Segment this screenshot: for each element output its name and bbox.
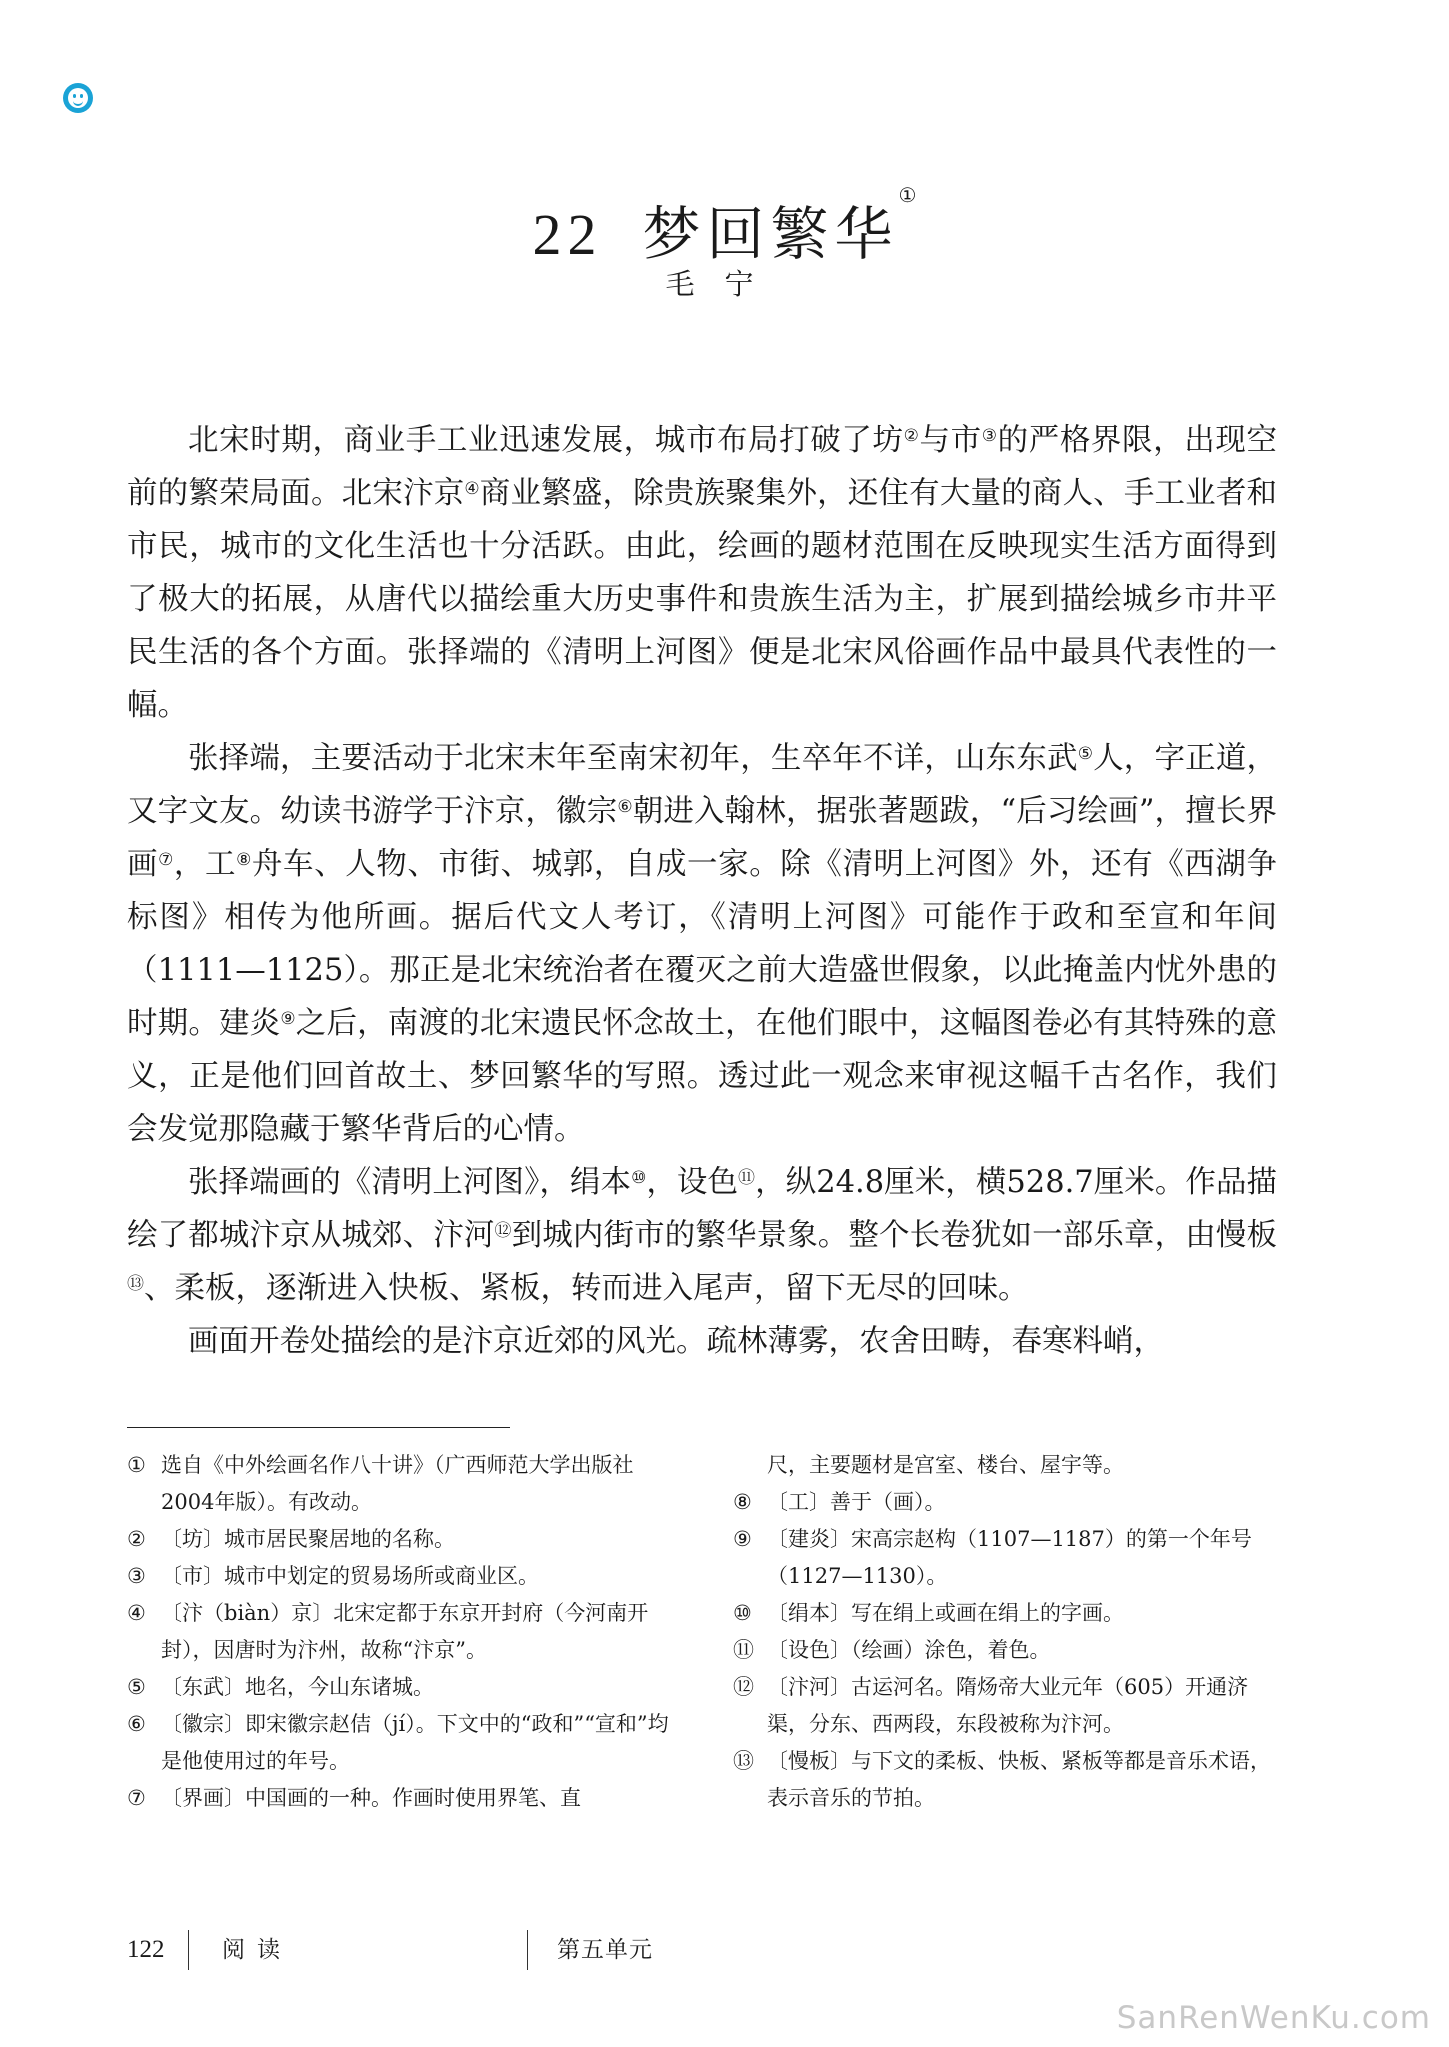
paragraph-text: 与市: [919, 423, 982, 458]
footnotes-left-column: [127, 1447, 672, 1817]
paragraph-text: 、柔板，逐渐进入快板、紧板，转而进入尾声，留下无尽的回味。: [144, 1271, 1029, 1306]
footnote-ref: ②: [903, 426, 920, 446]
footnote-text: 〔汴河〕古运河名。隋炀帝大业元年（605）开通济渠，分东、西两段，东段被称为汴河。: [767, 1675, 1249, 1736]
page-title: [0, 182, 1449, 271]
footnote-text: 〔东武〕地名，今山东诸城。: [161, 1675, 434, 1699]
paragraph-text: ，工: [173, 847, 237, 882]
smiley-mouth: [73, 99, 83, 106]
smiley-face: [68, 88, 88, 108]
footnote-continuation: 尺，主要题材是宫室、楼台、屋宇等。: [767, 1453, 1124, 1477]
smiley-eye-right: [80, 94, 83, 98]
paragraph-text: ，纵24.8厘米，横528.7厘米。作品描绘了都城汴京从城郊、汴河: [127, 1165, 1278, 1253]
body-paragraph: [127, 1156, 1277, 1315]
footnotes-right-column: [733, 1447, 1278, 1817]
footnote-mark: ①: [127, 1453, 146, 1477]
footnote-divider: [127, 1427, 510, 1428]
footnote-text: 〔建炎〕宋高宗赵构（1107—1187）的第一个年号（1127—1130）。: [767, 1527, 1252, 1588]
lesson-number: 22: [532, 201, 603, 267]
footnote-ref: ④: [464, 479, 480, 499]
footnote-item: [127, 1595, 672, 1669]
footnote-ref: ⑤: [1077, 744, 1094, 764]
smiley-eye-left: [73, 94, 76, 98]
footnote-item: [733, 1521, 1278, 1595]
footnote-mark: ⑬: [733, 1749, 754, 1773]
footnote-text: 〔设色〕（绘画）涂色，着色。: [767, 1638, 1051, 1662]
footnote-text: 〔坊〕城市居民聚居地的名称。: [161, 1527, 455, 1551]
footnote-mark: ⑤: [127, 1675, 146, 1699]
paragraph-text: 到城内街市的繁华景象。整个长卷犹如一部乐章，由慢板: [511, 1218, 1278, 1253]
paragraph-text: 之后，南渡的北宋遗民怀念故土，在他们眼中，这幅图卷必有其特殊的意义，正是他们回首故土、梦回繁华的写照。透过此一观念来审视这幅千古名作，我们会发觉那隐藏于繁华背后的心情。: [127, 1006, 1278, 1147]
paragraph-text: ，设色: [646, 1165, 739, 1200]
footnote-text: 〔市〕城市中划定的贸易场所或商业区。: [161, 1564, 539, 1588]
footnote-item: [127, 1706, 672, 1780]
paragraph-text: 朝进入翰林，据张著题跋，“后习绘画”，擅长界画: [127, 794, 1277, 882]
footnote-text: 〔界画〕中国画的一种。作画时使用界笔、直: [161, 1786, 581, 1810]
paragraph-text: 人，字正道，又字文友。幼读书游学于汴京，徽宗: [127, 741, 1278, 829]
page-number: 122: [127, 1936, 165, 1963]
title-footnote-ref: ①: [898, 182, 917, 207]
body-paragraph: [127, 414, 1277, 732]
footnote-mark: ②: [127, 1527, 146, 1551]
footnote-text: 〔工〕善于（画）。: [767, 1490, 946, 1514]
footnote-mark: ⑪: [733, 1638, 754, 1662]
paragraph-text: 北宋时期，商业手工业迅速发展，城市布局打破了坊: [188, 423, 904, 458]
footnote-item: [127, 1669, 672, 1706]
footnote-text: 〔徽宗〕即宋徽宗赵佶（jí）。下文中的“政和”“宣和”均是他使用过的年号。: [161, 1712, 669, 1773]
paragraph-text: 舟车、人物、市街、城郭，自成一家。除《清明上河图》外，还有《西湖争标图》相传为他所画。据后代文人考订，《清明上河图》可能作于政和至宣和年间（1111—1125）。那正是北宋统治者在覆灭之前大造盛世假象，以此掩盖内忧外患的时期。建炎: [127, 847, 1278, 1041]
footnote-ref: ⑨: [280, 1009, 296, 1029]
footnote-item: [733, 1484, 1278, 1521]
paragraph-text: 商业繁盛，除贵族聚集外，还住有大量的商人、手工业者和市民，城市的文化生活也十分活跃。由此，绘画的题材范围在反映现实生活方面得到了极大的拓展，从唐代以描绘重大历史事件和贵族生活为主，扩展到描绘城乡市井平民生活的各个方面。张择端的《清明上河图》便是北宋风俗画作品中最具代表性的一幅。: [127, 476, 1278, 723]
footnote-ref: ⑩: [631, 1168, 647, 1188]
footnote-text: 〔慢板〕与下文的柔板、快板、紧板等都是音乐术语，表示音乐的节拍。: [767, 1749, 1271, 1810]
footnote-mark: ⑨: [733, 1527, 752, 1551]
paragraph-text: 张择端，主要活动于北宋末年至南宋初年，生卒年不详，山东东武: [188, 741, 1078, 776]
smiley-logo-icon: [63, 83, 93, 113]
footnote-mark: ⑦: [127, 1786, 146, 1810]
footnote-mark: ④: [127, 1601, 146, 1625]
footer-section-label: 阅读: [222, 1937, 292, 1963]
article-body: [127, 414, 1277, 1368]
footnote-item: [733, 1743, 1278, 1817]
footnote-item: [733, 1632, 1278, 1669]
footnote-item: [127, 1447, 672, 1521]
watermark: SanRenWenKu.com: [1116, 2000, 1431, 2036]
footnote-item: [127, 1780, 672, 1817]
footnote-text: 选自《中外绘画名作八十讲》（广西师范大学出版社2004年版）。有改动。: [161, 1453, 634, 1514]
footer-divider-right: [527, 1930, 528, 1970]
footnote-ref: ⑥: [617, 797, 633, 817]
footnote-item: [733, 1669, 1278, 1743]
footnote-ref: ⑬: [127, 1274, 144, 1294]
footnote-text: 〔绢本〕写在绢上或画在绢上的字画。: [767, 1601, 1124, 1625]
footnote-mark: ③: [127, 1564, 146, 1588]
footnote-ref: ⑧: [236, 850, 252, 870]
footnote-ref: ③: [981, 426, 998, 446]
body-paragraph: [127, 1315, 1277, 1368]
footnote-ref: ⑫: [494, 1221, 512, 1241]
footer-unit-label: 第五单元: [557, 1937, 653, 1963]
footnote-item: [733, 1595, 1278, 1632]
footnote-mark: ⑧: [733, 1490, 752, 1514]
footnote-mark: ⑫: [733, 1675, 754, 1699]
footnote-mark: ⑩: [733, 1601, 752, 1625]
footnote-text: 〔汴（biàn）京〕北宋定都于东京开封府（今河南开封），因唐时为汴州，故称“汴京”。: [161, 1601, 649, 1662]
footnote-item: [127, 1521, 672, 1558]
paragraph-text: 张择端画的《清明上河图》，绢本: [188, 1165, 632, 1200]
footer-divider-left: [188, 1930, 189, 1970]
footnote-ref: ⑦: [158, 850, 174, 870]
paragraph-text: 画面开卷处描绘的是汴京近郊的风光。疏林薄雾，农舍田畴，春寒料峭，: [188, 1324, 1164, 1359]
author-name: 毛宁: [665, 267, 784, 301]
body-paragraph: [127, 732, 1277, 1156]
footnote-item: [127, 1558, 672, 1595]
paragraph-text: 的严格界限，出现空前的繁荣局面。北宋汴京: [127, 423, 1278, 511]
lesson-title: 梦回繁华: [642, 199, 899, 268]
footnote-mark: ⑥: [127, 1712, 146, 1736]
footnote-ref: ⑪: [738, 1168, 756, 1188]
